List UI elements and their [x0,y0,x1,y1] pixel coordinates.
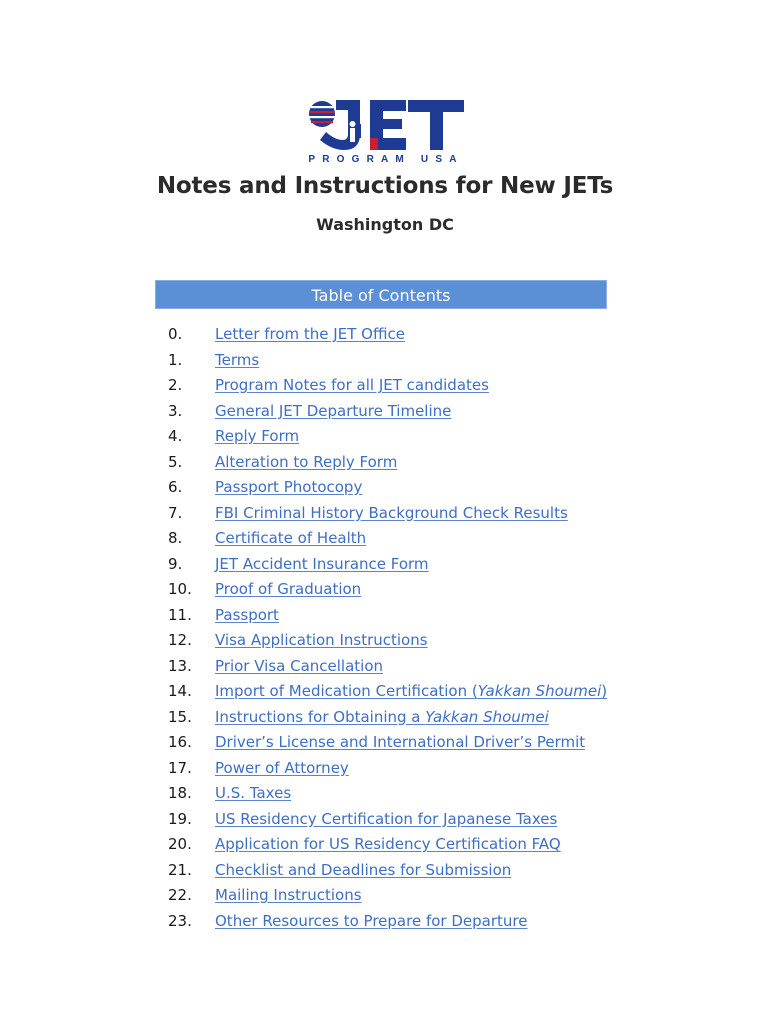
toc-item [0,577,770,601]
toc-item [0,756,770,780]
toc-item-number: 1. [168,350,183,369]
page-title: Notes and Instructions for New JETs [156,173,614,199]
toc-item-link[interactable]: Passport [215,605,279,624]
toc-item-number: 0. [168,325,183,343]
toc-item-link[interactable]: Certificate of Health [215,529,367,547]
toc-item-link-text: ) [601,682,608,700]
toc-item [0,424,770,448]
toc-item [0,883,770,907]
toc-item-link[interactable]: Power of Attorney [215,758,349,777]
toc-item-link[interactable]: U.S. Taxes [215,784,292,802]
page-subtitle: Washington DC [316,215,454,234]
toc-item [0,654,770,678]
toc-item [0,450,770,474]
toc-item [0,526,770,550]
toc-item [0,909,770,933]
toc-item-link[interactable]: Terms [215,350,260,369]
toc-item [0,858,770,882]
toc-item-number: 16. [168,733,192,751]
toc-item-link[interactable] [215,705,549,729]
toc-item-link-text: Instructions for Obtaining a [215,707,426,726]
toc-item-number: 11. [168,605,192,624]
toc-item-link[interactable] [215,679,607,703]
table-of-contents-header: Table of Contents [155,280,607,309]
toc-item-link[interactable]: Prior Visa Cancellation [215,656,384,675]
toc-item [0,679,770,703]
toc-item-number: 21. [168,860,192,879]
toc-item-number: 22. [168,886,192,904]
toc-item-number: 18. [168,784,192,802]
toc-item-number: 5. [168,452,183,471]
toc-item-link[interactable]: Proof of Graduation [215,580,362,598]
toc-item [0,807,770,831]
toc-item-link[interactable]: Driver’s License and International Driver’s Permit [215,733,586,751]
jet-program-logo [306,94,466,174]
toc-item-link[interactable]: FBI Criminal History Background Check Results [215,503,568,522]
logo-graphic [306,94,466,156]
toc-item-number: 3. [168,401,183,420]
toc-item-link-text: Import of Medication Certification ( [215,682,478,700]
toc-item-link[interactable]: Visa Application Instructions [215,631,428,649]
toc-item-number: 14. [168,682,192,700]
toc-item [0,322,770,346]
toc-item-number: 4. [168,427,183,445]
toc-item-link[interactable]: Application for US Residency Certification FAQ [215,835,561,853]
toc-item-number: 17. [168,758,192,777]
toc-item-link[interactable]: General JET Departure Timeline [215,401,452,420]
toc-item-number: 9. [168,554,183,573]
toc-item-number: 19. [168,809,192,828]
toc-item [0,475,770,499]
toc-item [0,373,770,397]
toc-item-number: 15. [168,707,192,726]
toc-item-number: 13. [168,656,192,675]
toc-item-number: 8. [168,529,183,547]
logo-subtext: PROGRAM USA [308,154,464,165]
toc-item-link-italic: Yakkan Shoumei [425,707,549,726]
toc-item-link[interactable]: US Residency Certification for Japanese Taxes [215,809,558,828]
toc-item [0,781,770,805]
toc-item-link[interactable]: Program Notes for all JET candidates [215,376,489,394]
toc-item [0,501,770,525]
toc-item-number: 12. [168,631,192,649]
toc-item-number: 23. [168,911,192,930]
toc-item-number: 10. [168,580,192,598]
toc-item [0,705,770,729]
toc-item-link[interactable]: Letter from the JET Office [215,325,405,343]
toc-item-link[interactable]: JET Accident Insurance Form [215,554,429,573]
toc-item-number: 2. [168,376,183,394]
toc-item-link[interactable]: Passport Photocopy [215,478,363,496]
toc-item [0,552,770,576]
toc-item-number: 20. [168,835,192,853]
toc-item-link[interactable]: Checklist and Deadlines for Submission [215,860,512,879]
toc-item-link[interactable]: Reply Form [215,427,300,445]
toc-item-link[interactable]: Other Resources to Prepare for Departure [215,911,528,930]
toc-item [0,628,770,652]
toc-item-link[interactable]: Alteration to Reply Form [215,452,398,471]
toc-item-link[interactable]: Mailing Instructions [215,886,362,904]
toc-item [0,603,770,627]
toc-item [0,348,770,372]
toc-item-number: 6. [168,478,183,496]
toc-item [0,730,770,754]
toc-item-number: 7. [168,503,183,522]
toc-item [0,399,770,423]
toc-item-link-italic: Yakkan Shoumei [477,682,602,700]
toc-item [0,832,770,856]
